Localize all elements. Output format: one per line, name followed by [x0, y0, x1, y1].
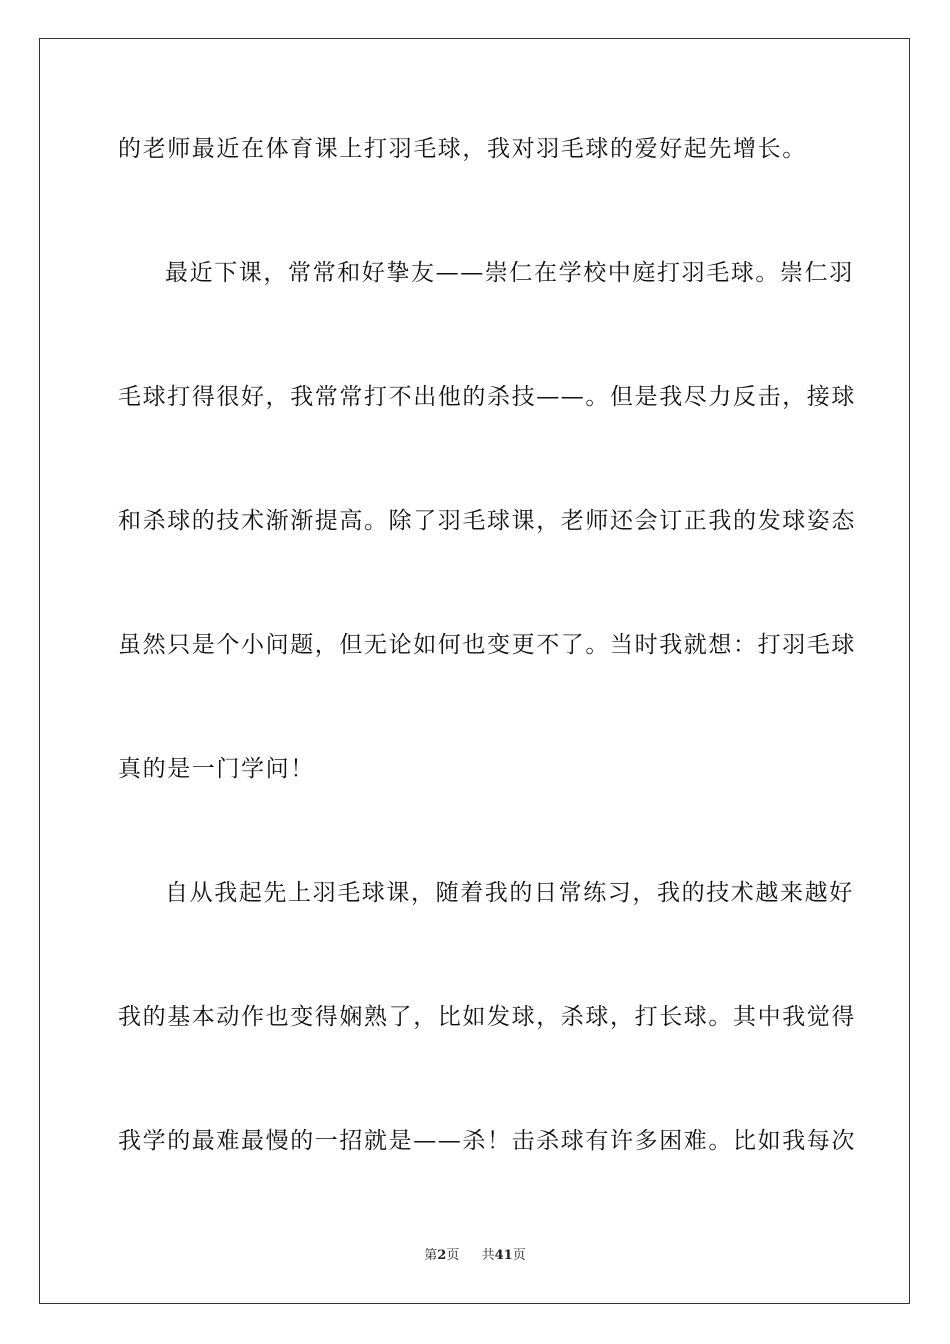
- page-prefix: 第: [424, 1248, 438, 1263]
- page-frame: [39, 38, 910, 1304]
- body-line-6: 真的是一门学问！: [118, 756, 315, 782]
- body-line-8: 我的基本动作也变得娴熟了，比如发球，杀球，打长球。其中我觉得: [118, 1004, 856, 1030]
- page-number: 2: [437, 1248, 447, 1263]
- total-prefix: 共: [481, 1248, 495, 1263]
- total-suffix: 页: [512, 1248, 526, 1263]
- body-line-9: 我学的最难最慢的一招就是——杀！击杀球有许多困难。比如我每次: [118, 1128, 856, 1154]
- body-line-7: 自从我起先上羽毛球课，随着我的日常练习，我的技术越来越好: [165, 880, 854, 906]
- body-line-2: 最近下课，常常和好挚友——崇仁在学校中庭打羽毛球。崇仁羽: [165, 260, 854, 286]
- total-pages: 41: [494, 1248, 513, 1263]
- body-line-1: 的老师最近在体育课上打羽毛球，我对羽毛球的爱好起先增长。: [118, 136, 807, 162]
- body-line-3: 毛球打得很好，我常常打不出他的杀技——。但是我尽力反击，接球: [118, 384, 856, 410]
- page-footer: [0, 1247, 950, 1265]
- page-suffix: 页: [446, 1248, 460, 1263]
- body-line-5: 虽然只是个小问题，但无论如何也变更不了。当时我就想：打羽毛球: [118, 632, 856, 658]
- body-line-4: 和杀球的技术渐渐提高。除了羽毛球课，老师还会订正我的发球姿态: [118, 508, 856, 534]
